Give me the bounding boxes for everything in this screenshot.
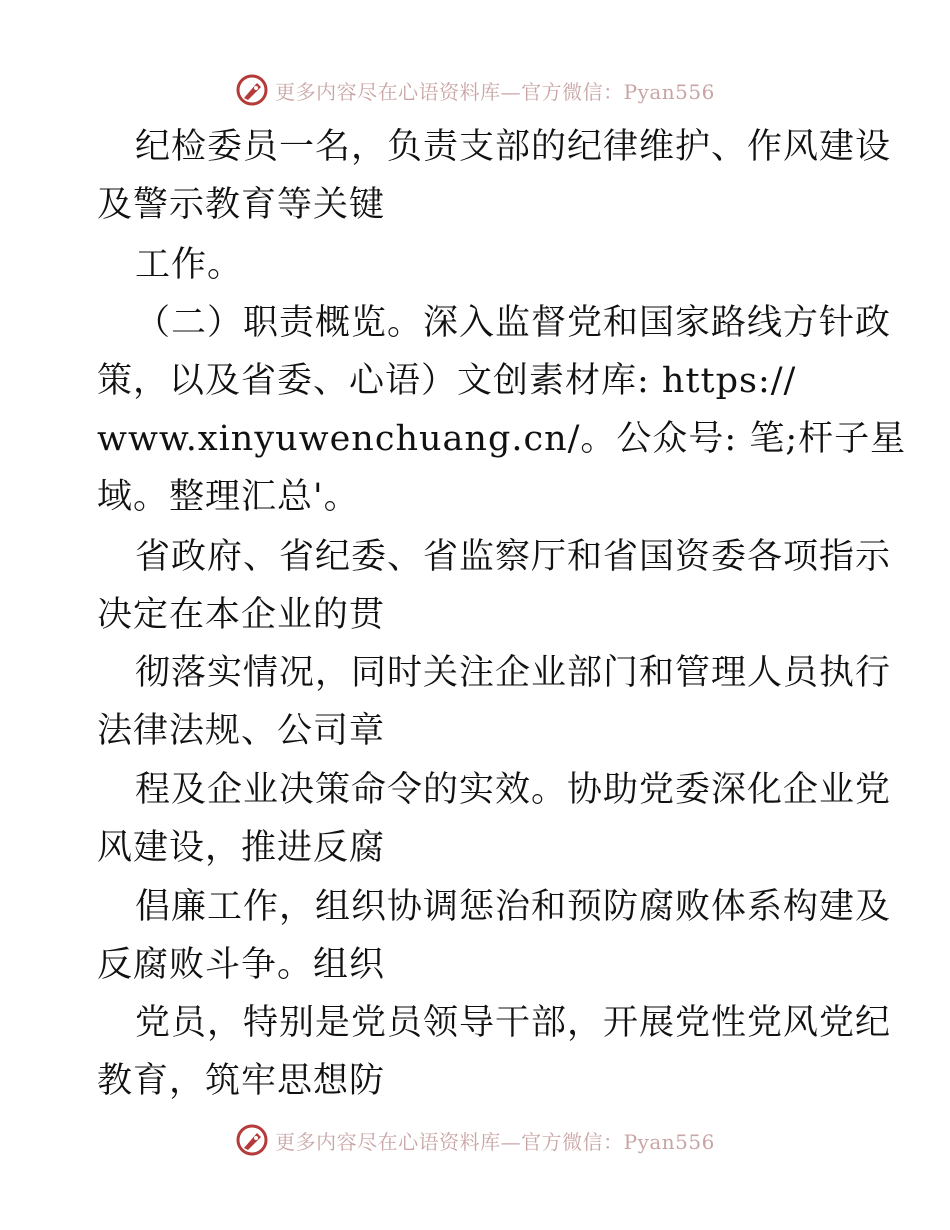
watermark-wechat: 官方微信：Pyan556 bbox=[521, 1129, 715, 1154]
body-line: www.xinyuwenchuang.cn/。公众号: 笔;杆子星 bbox=[97, 419, 907, 459]
body-line: 反腐败斗争。组织 bbox=[97, 945, 386, 985]
body-line: 倡廉工作，组织协调惩治和预防腐败体系构建及 bbox=[135, 887, 892, 927]
body-line: 风建设，推进反腐 bbox=[97, 828, 386, 868]
footer-watermark-banner bbox=[0, 1120, 950, 1160]
watermark-site-name: 更多内容尽在心语资料库 bbox=[275, 1129, 501, 1154]
body-line: 程及企业决策命令的实效。协助党委深化企业党 bbox=[135, 770, 892, 810]
body-line: 策，以及省委、心语）文创素材库: https:// bbox=[97, 361, 797, 401]
watermark-site-name: 更多内容尽在心语资料库 bbox=[275, 79, 501, 104]
body-line: 及警示教育等关键 bbox=[97, 185, 386, 225]
body-line: 域。整理汇总'。 bbox=[97, 477, 360, 517]
body-line: 法律法规、公司章 bbox=[97, 711, 386, 751]
body-line: 党员，特别是党员领导干部，开展党性党风党纪 bbox=[135, 1003, 892, 1043]
watermark-text bbox=[275, 76, 715, 105]
watermark-wechat: 官方微信：Pyan556 bbox=[521, 79, 715, 104]
body-line: 决定在本企业的贯 bbox=[97, 595, 386, 635]
body-line: 工作。 bbox=[135, 245, 244, 285]
body-line: （二）职责概览。深入监督党和国家路线方针政 bbox=[135, 303, 892, 343]
body-line: 省政府、省纪委、省监察厅和省国资委各项指示 bbox=[135, 537, 892, 577]
body-line: 彻落实情况，同时关注企业部门和管理人员执行 bbox=[135, 653, 892, 693]
body-line: 教育，筑牢思想防 bbox=[97, 1061, 386, 1101]
header-watermark-banner bbox=[0, 70, 950, 110]
watermark-text bbox=[275, 1126, 715, 1155]
watermark-separator: — bbox=[500, 1129, 522, 1154]
watermark-separator: — bbox=[500, 79, 522, 104]
pen-nib-circle-icon bbox=[235, 73, 269, 107]
body-line: 纪检委员一名，负责支部的纪律维护、作风建设 bbox=[135, 127, 892, 167]
pen-nib-circle-icon bbox=[235, 1123, 269, 1157]
